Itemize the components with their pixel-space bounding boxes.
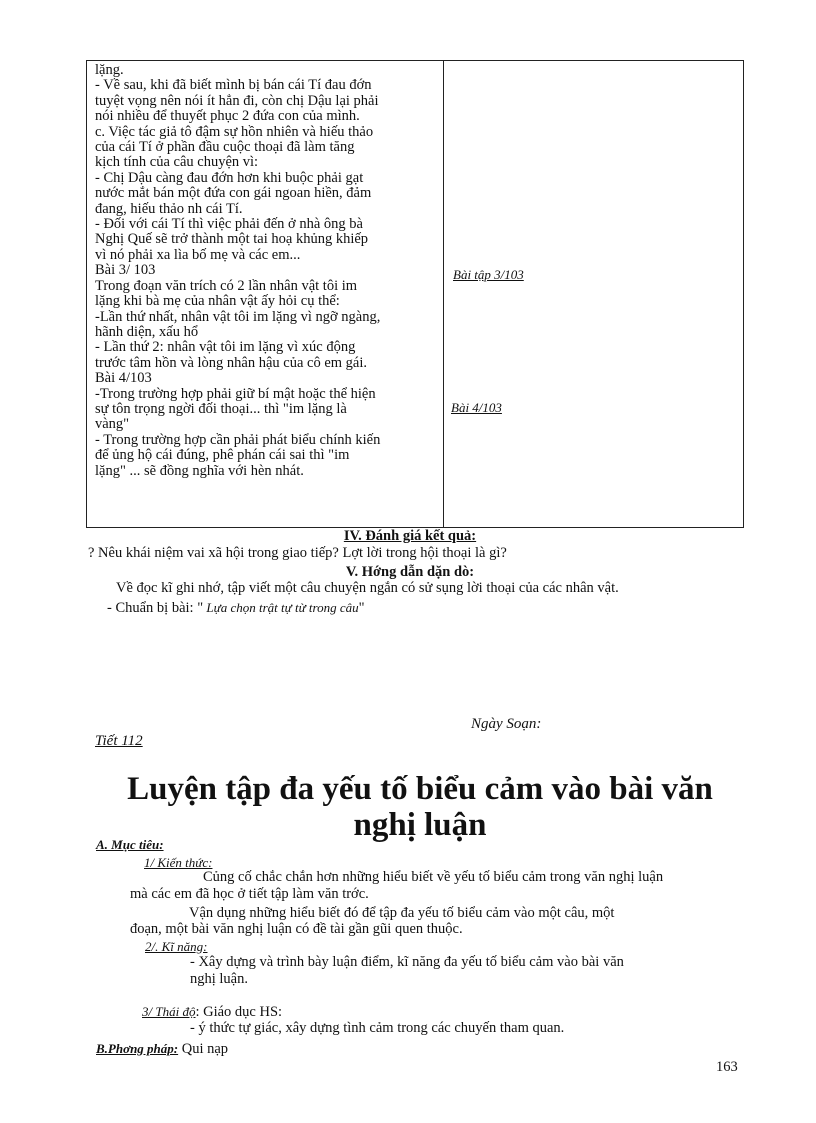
section-a-heading: A. Mục tiêu: [96,837,164,852]
answer-line: - Về sau, khi đã biết mình bị bán cái Tí đau đớn [95,77,372,94]
column-divider [443,61,444,527]
answer-line: - Lần thứ 2: nhân vật tôi im lặng vì xúc động [95,339,356,356]
page-number: 163 [716,1059,738,1075]
answer-line: Bài 3/ 103 [95,262,156,279]
answer-line: lặng. [95,62,124,78]
answer-line: lặng khi bà mẹ của nhân vật ấy hỏi cụ thể: [95,293,340,310]
answer-line: c. Việc tác giả tô đậm sự hồn nhiên và hiếu thảo [95,123,374,140]
answer-line: - Chị Dậu càng đau đớn hơn khi buộc phải gạt [95,169,364,186]
period-label: Tiết 112 [95,733,143,749]
attitude-line: 3/ Thái độ: Giáo dục HS: [142,1004,283,1020]
skill-line-b: nghị luận. [190,971,248,987]
answer-line: vì nó phải xa lìa bố mẹ và các em... [95,246,301,263]
skill-label: 2/. Kĩ năng: [145,939,208,954]
answer-line: -Trong trường hợp phải giữ bí mật hoặc thể hiện [95,385,376,402]
attitude-item: - ý thức tự giác, xây dựng tình cảm trong các chuyến tham quan. [190,1020,565,1036]
answer-line: vàng" [95,416,130,433]
answer-line: tuyệt vọng nên nói ít hẳn đi, còn chị Dậu lại phải [95,92,379,109]
answer-line: -Lần thứ nhất, nhân vật tôi im lặng vì ngỡ ngàng, [95,308,381,325]
answer-line: của cái Tí ở phần đầu cuộc thoại đã làm tăng [95,139,355,156]
answer-line: trước tâm hồn và lòng nhân hậu của cô em gái. [95,354,368,371]
knowledge-line-1a: Củng cố chắc chắn hơn những hiểu biết về yếu tố biểu cảm trong văn nghị luận [203,869,664,885]
answer-line: Bài 4/103 [95,370,152,387]
answer-line: Trong đoạn văn trích có 2 lần nhân vật tôi im [95,277,358,294]
answer-line: lặng" ... sẽ đồng nghĩa với hèn nhát. [95,462,304,479]
assessment-heading: IV. Đánh giá kết quả: [343,528,477,544]
answer-line: kịch tính của câu chuyện vì: [95,154,259,171]
answer-line: nói nhiều để thuyết phục 2 đứa con của mình. [95,108,360,125]
answer-line: Nghị Quế sẽ trở thành một tai hoạ khủng khiếp [95,231,369,248]
knowledge-label: 1/ Kiến thức: [144,855,213,870]
answer-line: hãnh diện, xấu hổ [95,323,199,340]
note-exercise-4: Bài 4/103 [451,400,502,415]
homework-line-1: Về đọc kĩ ghi nhớ, tập viết một câu chuyện ngắn có sử sụng lời thoại của các nhân vật. [116,580,619,596]
answer-line: đang, hiếu thảo nh cái Tí. [95,200,243,217]
answer-line: sự tôn trọng ngời đối thoại... thì "im lặng là [95,400,347,417]
exercise-table [86,60,744,528]
skill-line-a: - Xây dựng và trình bày luận điểm, kĩ năng đa yếu tố biểu cảm vào bài văn [190,954,624,970]
lesson-title-line-1: Luyện tập đa yếu tố biểu cảm vào bài văn [127,771,713,807]
lesson-title-line-2: nghị luận [353,807,487,843]
section-b-line: B.Phơng pháp: Qui nạp [96,1041,229,1057]
answer-line: để ủng hộ cái đúng, phê phán cái sai thì "im [95,447,350,464]
answer-line: - Trong trường hợp cần phải phát biểu chính kiến [95,431,381,448]
knowledge-line-2a: Vận dụng những hiểu biết đó để tập đa yếu tố biểu cảm vào một câu, một [189,905,615,921]
note-exercise-3: Bài tập 3/103 [453,267,524,282]
homework-heading: V. Hớng dẫn dặn dò: [345,564,475,580]
knowledge-line-1b: mà các em đã học ở tiết tập làm văn trớc. [130,886,369,902]
answer-column [95,63,439,479]
date-label: Ngày Soạn: [471,716,542,732]
assessment-question: ? Nêu khái niệm vai xã hội trong giao tiếp? Lợt lời trong hội thoại là gì? [88,545,507,561]
homework-line-2: - Chuẩn bị bài: " Lựa chọn trật tự từ trong câu" [107,600,365,616]
answer-line: nước mắt bán một đứa con gái ngoan hiền, đảm [95,185,372,202]
knowledge-line-2b: đoạn, một bài văn nghị luận có đề tài gần gũi quen thuộc. [130,921,463,937]
answer-line: - Đối với cái Tí thì việc phải đến ở nhà ông bà [95,216,363,233]
